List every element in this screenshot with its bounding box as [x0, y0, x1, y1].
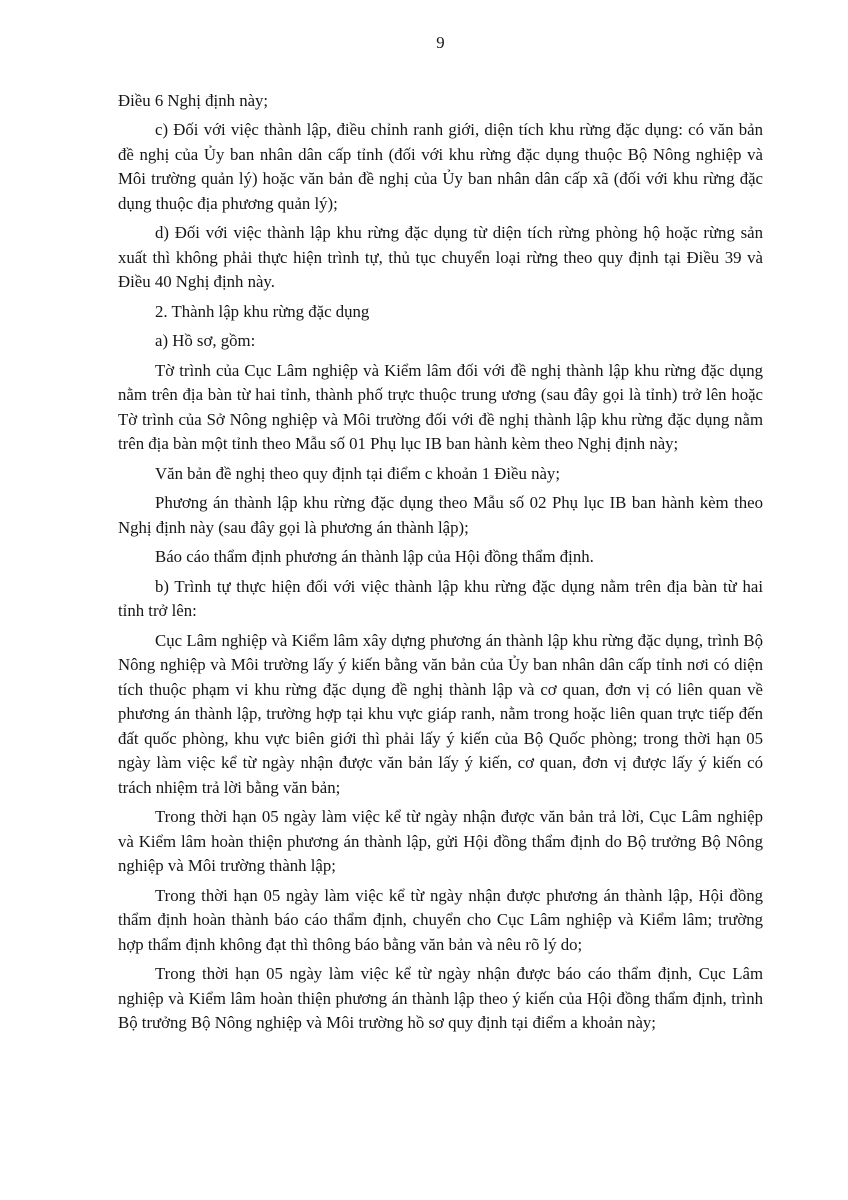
paragraph: a) Hồ sơ, gồm:	[155, 331, 256, 350]
paragraph: Trong thời hạn 05 ngày làm việc kể từ ngày nhận được phương án thành lập, Hội đồng thẩm định hoàn thành báo cáo thẩm định, chuyển cho Cục Lâm nghiệp và Kiểm lâm; trường hợp thẩm định không đạt thì thông báo bằng văn bản và nêu rõ lý do;	[118, 885, 763, 954]
paragraph: b) Trình tự thực hiện đối với việc thành lập khu rừng đặc dụng nằm trên địa bàn từ hai tỉnh trở lên:	[118, 576, 763, 620]
paragraph: c) Đối với việc thành lập, điều chỉnh ranh giới, diện tích khu rừng đặc dụng: có văn bản đề nghị của Ủy ban nhân dân cấp tỉnh (đối với khu rừng đặc dụng thuộc Bộ Nông nghiệp và Môi trường quản lý) hoặc văn bản đề nghị của Ủy ban nhân dân cấp xã (đối với khu rừng đặc dụng thuộc địa phương quản lý);	[118, 120, 763, 213]
paragraph: d) Đối với việc thành lập khu rừng đặc dụng từ diện tích rừng phòng hộ hoặc rừng sản xuất thì không phải thực hiện trình tự, thủ tục chuyển loại rừng theo quy định tại Điều 39 và Điều 40 Nghị định này.	[118, 223, 763, 291]
paragraph: Tờ trình của Cục Lâm nghiệp và Kiểm lâm đối với đề nghị thành lập khu rừng đặc dụng nằm trên địa bàn từ hai tỉnh, thành phố trực thuộc trung ương (sau đây gọi là tỉnh) trở lên hoặc Tờ trình của Sở Nông nghiệp và Môi trường đối với đề nghị thành lập khu rừng đặc dụng nằm trên địa bàn một tỉnh theo Mẫu số 01 Phụ lục IB ban hành kèm theo Nghị định này;	[118, 360, 763, 453]
paragraph: Báo cáo thẩm định phương án thành lập của Hội đồng thẩm định.	[155, 547, 594, 566]
paragraph: Văn bản đề nghị theo quy định tại điểm c khoản 1 Điều này;	[155, 463, 560, 483]
paragraph: Điều 6 Nghị định này;	[118, 90, 269, 110]
paragraph: Trong thời hạn 05 ngày làm việc kể từ ngày nhận được văn bản trả lời, Cục Lâm nghiệp và Kiểm lâm hoàn thiện phương án thành lập, gửi Hội đồng thẩm định do Bộ trưởng Bộ Nông nghiệp và Môi trường thành lập;	[118, 807, 763, 875]
paragraph: Phương án thành lập khu rừng đặc dụng theo Mẫu số 02 Phụ lục IB ban hành kèm theo Nghị định này (sau đây gọi là phương án thành lập);	[118, 493, 763, 537]
paragraph: Cục Lâm nghiệp và Kiểm lâm xây dựng phương án thành lập khu rừng đặc dụng, trình Bộ Nông nghiệp và Môi trường lấy ý kiến bằng văn bản của Ủy ban nhân dân cấp tỉnh nơi có diện tích thuộc phạm vi khu rừng đặc dụng đề nghị thành lập và cơ quan, đơn vị có liên quan về phương án thành lập, trường hợp tại khu vực giáp ranh, nằm trong hoặc liên quan trực tiếp đến đất quốc phòng, khu vực biên giới thì phải lấy ý kiến của Bộ Quốc phòng; trong thời hạn 05 ngày làm việc kể từ ngày nhận được văn bản lấy ý kiến, cơ quan, đơn vị được lấy ý kiến có trách nhiệm trả lời bằng văn bản;	[118, 630, 763, 797]
paragraph: Trong thời hạn 05 ngày làm việc kể từ ngày nhận được báo cáo thẩm định, Cục Lâm nghiệp và Kiểm lâm hoàn thiện phương án thành lập theo ý kiến của Hội đồng thẩm định, trình Bộ trưởng Bộ Nông nghiệp và Môi trường hồ sơ quy định tại điểm a khoản này;	[118, 964, 763, 1032]
document-body	[118, 89, 763, 1036]
page-number: 9	[436, 33, 445, 52]
paragraph: 2. Thành lập khu rừng đặc dụng	[155, 301, 370, 321]
